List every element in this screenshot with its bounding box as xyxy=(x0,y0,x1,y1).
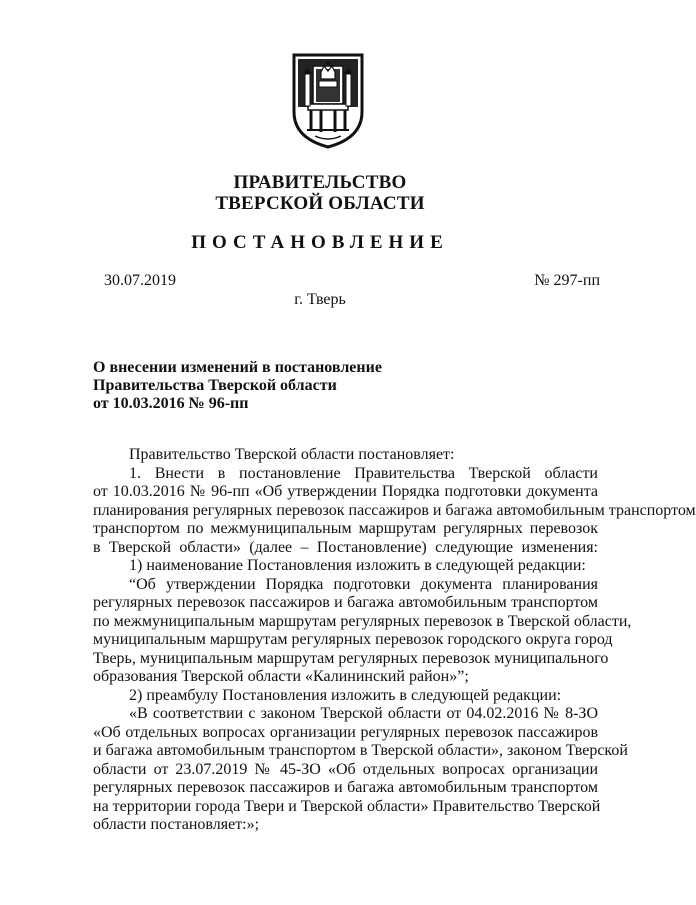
body-line: планирования регулярных перевозок пассажиров и багажа автомобильным транспортом xyxy=(93,501,696,519)
body-line: транспортом по межмуниципальным маршрутам регулярных перевозок xyxy=(93,520,598,537)
government-title-line1: ПРАВИТЕЛЬСТВО xyxy=(233,172,407,193)
document-date: 30.07.2019 xyxy=(104,272,176,289)
body-line: “Об утверждении Порядка подготовки документа планирования xyxy=(129,575,598,593)
subject-line: О внесении изменений в постановление xyxy=(93,359,382,376)
body-line: области от 23.07.2019 № 45-ЗО «Об отдельных вопросах организации xyxy=(93,760,598,778)
body-line: по межмуниципальным маршрутам регулярных перевозок в Тверской области, xyxy=(93,612,632,630)
government-title-line2: ТВЕРСКОЙ ОБЛАСТИ xyxy=(215,193,425,214)
subject-line: Правительства Тверской области xyxy=(93,377,337,394)
body-line: «Об отдельных вопросах организации регулярных перевозок пассажиров xyxy=(93,723,598,741)
body-line: «В соответствии с законом Тверской области от 04.02.2016 № 8-ЗО xyxy=(129,705,598,722)
body-line: и багажа автомобильным транспортом в Тверской области», законом Тверской xyxy=(93,742,628,759)
body-line: регулярных перевозок пассажиров и багажа автомобильным транспортом xyxy=(93,779,598,796)
body-line: Правительство Тверской области постановляет: xyxy=(129,446,455,463)
body-line: образования Тверской области «Калининский район»”; xyxy=(93,668,469,685)
document-city: г. Тверь xyxy=(294,291,346,308)
body-line: 1) наименование Постановления изложить в следующей редакции: xyxy=(129,557,586,574)
body-line: в Тверской области» (далее – Постановление) следующие изменения: xyxy=(93,538,598,556)
coat-of-arms-icon xyxy=(291,52,365,150)
body-line: 1. Внести в постановление Правительства Тверской области xyxy=(129,464,598,482)
document-subject xyxy=(93,359,382,413)
document-type-title: ПОСТАНОВЛЕНИЕ xyxy=(191,232,449,253)
document-number: № 297-пп xyxy=(534,272,600,289)
document-body xyxy=(93,446,696,835)
body-line: на территории города Твери и Тверской области» Правительство Тверской xyxy=(93,797,601,815)
body-line: Тверь, муниципальным маршрутам регулярных перевозок муниципального xyxy=(93,649,609,667)
body-line: регулярных перевозок пассажиров и багажа автомобильным транспортом xyxy=(93,594,598,611)
subject-line: от 10.03.2016 № 96-пп xyxy=(93,395,249,412)
body-line: от 10.03.2016 № 96-пп «Об утверждении Порядка подготовки документа xyxy=(93,483,598,500)
body-line: области постановляет:»; xyxy=(93,816,260,833)
body-line: муниципальным маршрутам регулярных перевозок городского округа город xyxy=(93,631,613,648)
body-line: 2) преамбулу Постановления изложить в следующей редакции: xyxy=(129,686,562,704)
